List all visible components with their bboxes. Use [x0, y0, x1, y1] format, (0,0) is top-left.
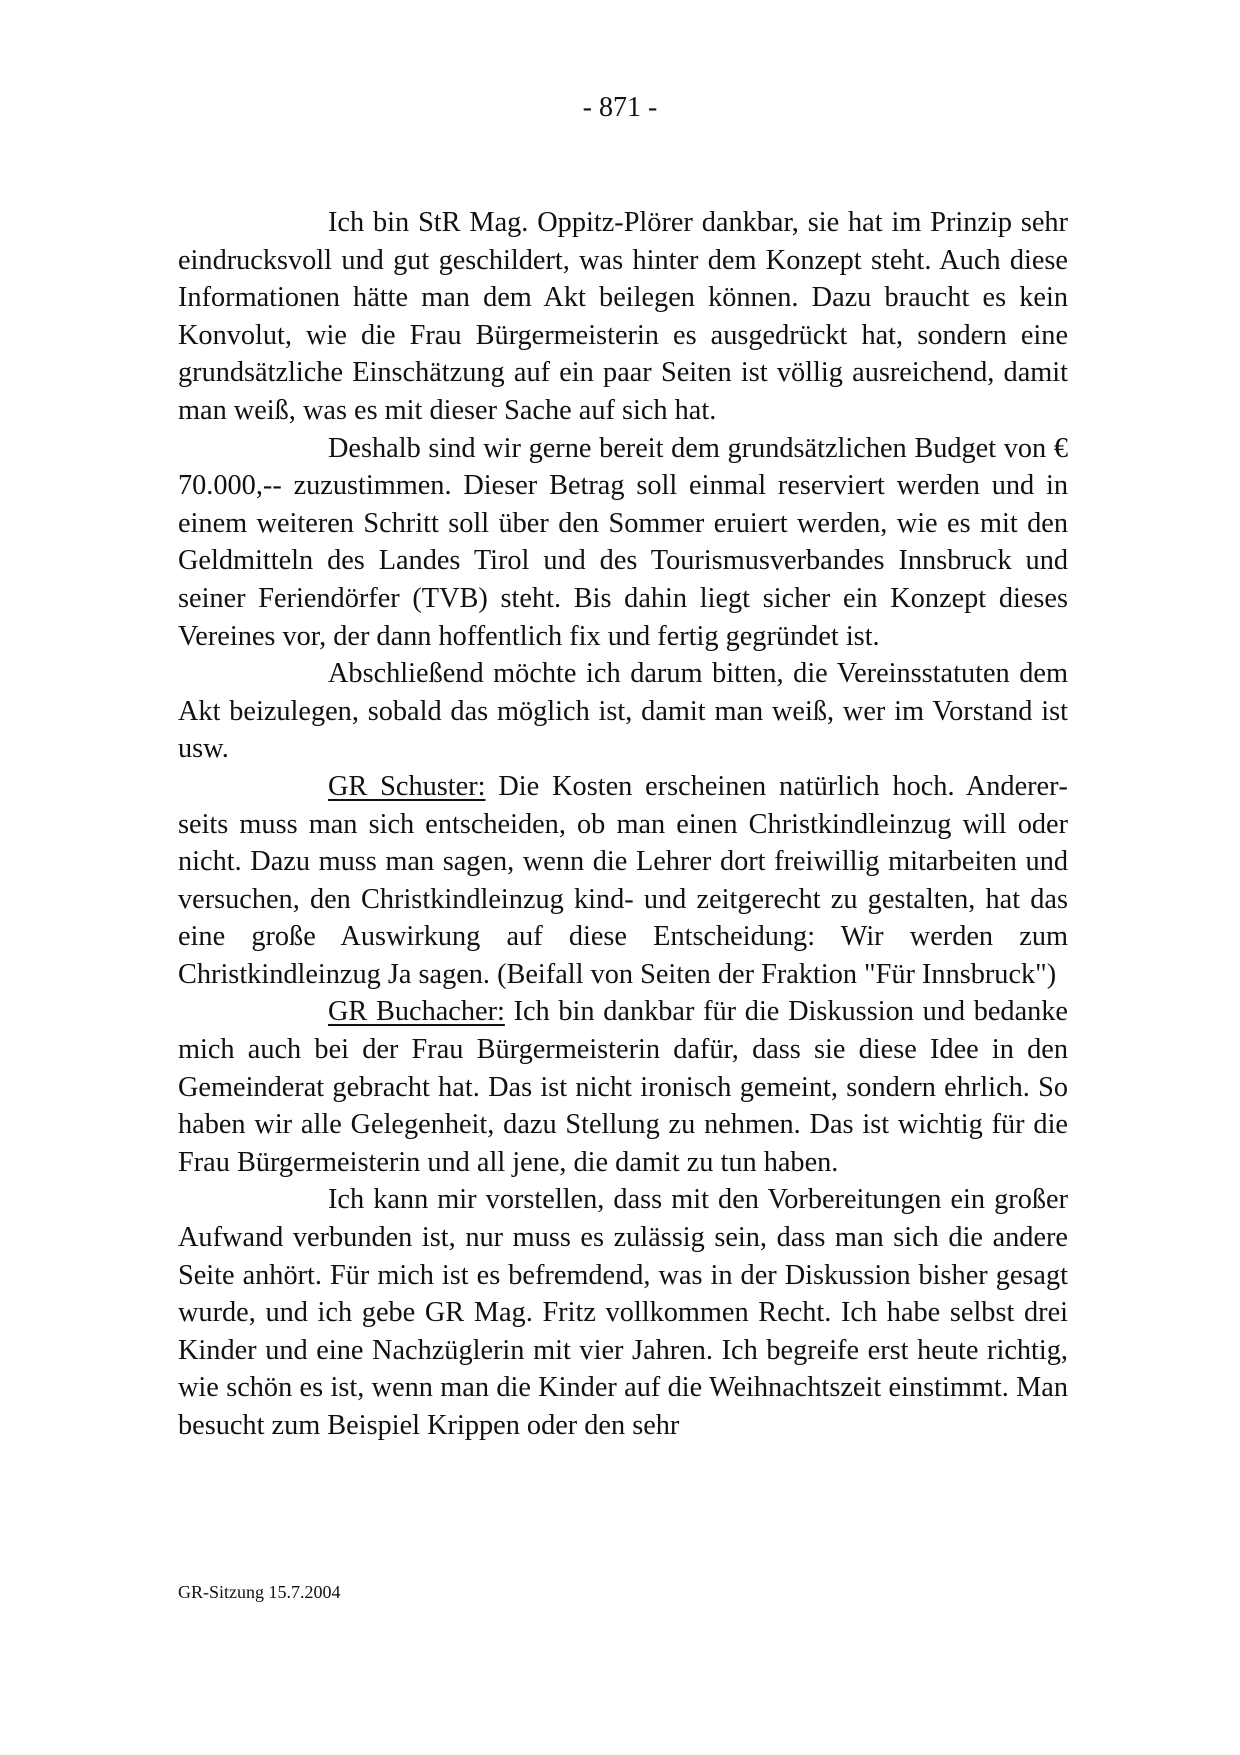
document-body [178, 204, 1068, 1445]
paragraph [178, 655, 1068, 768]
paragraph-text: Ich bin StR Mag. Oppitz-Plörer dankbar, sie hat im Prinzip sehr eindrucksvoll und gut geschildert, was hinter dem Konzept steht. Auch diese Informationen hätte man dem Akt beilegen können. Dazu braucht es kein Konvolut, wie die Frau Bürgermeisterin es ausgedrückt hat, sondern eine grundsätzliche Einschätzung auf ein paar Seiten ist völlig ausreichend, damit man weiß, was es mit dieser Sache auf sich hat. [178, 207, 1068, 426]
paragraph [178, 204, 1068, 430]
paragraph [178, 993, 1068, 1181]
paragraph-text: Ich kann mir vorstellen, dass mit den Vorbereitungen ein großer Aufwand verbunden ist, nur muss es zulässig sein, dass man sich die andere Seite anhört. Für mich ist es befremdend, was in der Diskussion bisher gesagt wurde, und ich gebe GR Mag. Fritz vollkommen Recht. Ich habe selbst drei Kinder und eine Nachzüglerin mit vier Jahren. Ich begreife erst heute richtig, wie schön es ist, wenn man die Kinder auf die Weihnachtszeit einstimmt. Man besucht zum Beispiel Krippen oder den sehr [178, 1184, 1068, 1441]
paragraph-text: Deshalb sind wir gerne bereit dem grundsätzlichen Budget von € 70.000,-- zuzustimmen. Dieser Betrag soll einmal reserviert werden und in einem weiteren Schritt soll über den Sommer eruiert werden, wie es mit den Geldmitteln des Landes Tirol und des Tourismusverbandes Innsbruck und seiner Feriendörfer (TVB) steht. Bis dahin liegt sicher ein Konzept dieses Vereines vor, der dann hoffentlich fix und fertig gegründet ist. [178, 432, 1068, 652]
speaker-name: GR Buchacher: [328, 996, 505, 1028]
paragraph [178, 1181, 1068, 1444]
footer-session-date: GR-Sitzung 15.7.2004 [178, 1582, 341, 1602]
paragraph-text: Abschließend möchte ich darum bitten, die Vereinsstatuten dem Akt beizulegen, sobald das möglich ist, damit man weiß, wer im Vorstand ist usw. [178, 658, 1068, 765]
page-number: - 871 - [582, 92, 658, 123]
paragraph [178, 430, 1068, 656]
paragraph-text: Ich bin dankbar für die Diskussion und bedanke mich auch bei der Frau Bürgermeisterin dafür, dass sie diese Idee in den Gemeinderat gebracht hat. Das ist nicht ironisch gemeint, sondern ehrlich. So haben wir alle Gelegenheit, dazu Stellung zu nehmen. Das ist wichtig für die Frau Bürgermeisterin und all jene, die damit zu tun haben. [178, 996, 1068, 1178]
paragraph [178, 768, 1068, 994]
paragraph-text: Die Kosten erscheinen natürlich hoch. Andererseits muss man sich entscheiden, ob man einen Christkindleinzug will oder nicht. Dazu muss man sagen, wenn die Lehrer dort freiwillig mitarbeiten und versuchen, den Christkindleinzug kind- und zeitgerecht zu gestalten, hat das eine große Auswirkung auf diese Entscheidung: Wir werden zum Christkindleinzug Ja sagen. (Beifall von Seiten der Fraktion "Für Innsbruck") [178, 770, 1068, 990]
speaker-name: GR Schuster: [328, 770, 486, 802]
